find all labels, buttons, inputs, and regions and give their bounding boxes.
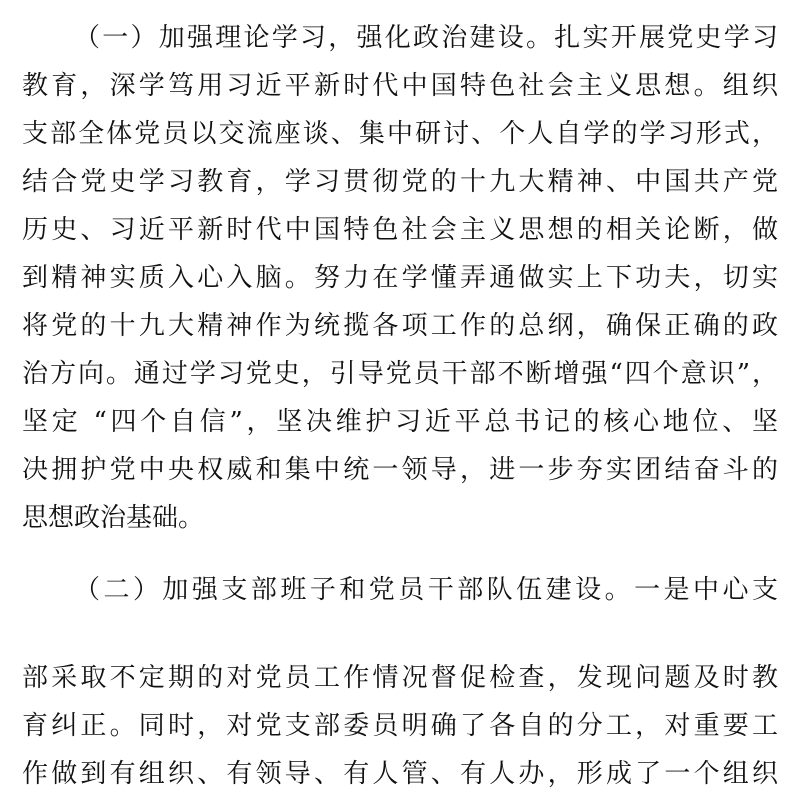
section-2-heading: （二）加强支部班子和党员干部队伍建设。一是中心支 bbox=[74, 575, 778, 605]
paragraph-line: 结合党史学习教育，学习贯彻党的十九大精神、中国共产党 bbox=[22, 167, 778, 197]
paragraph-line: 育纠正。同时，对党支部委员明确了各自的分工，对重要工 bbox=[22, 711, 778, 741]
paragraph-line: 作做到有组织、有领导、有人管、有人办，形成了一个组织 bbox=[22, 759, 778, 789]
paragraph-line: 部采取不定期的对党员工作情况督促检查，发现问题及时教 bbox=[22, 663, 778, 693]
paragraph-line: 坚定 “四个自信”，坚决维护习近平总书记的核心地位、坚 bbox=[22, 407, 778, 437]
paragraph-line: 到精神实质入心入脑。努力在学懂弄通做实上下功夫，切实 bbox=[22, 263, 778, 293]
paragraph-line: 支部全体党员以交流座谈、集中研讨、个人自学的学习形式， bbox=[22, 119, 778, 149]
paragraph-line: 决拥护党中央权威和集中统一领导，进一步夯实团结奋斗的 bbox=[22, 455, 778, 485]
paragraph-line: 思想政治基础。 bbox=[22, 503, 205, 533]
paragraph-line: 治方向。通过学习党史，引导党员干部不断增强“四个意识”， bbox=[22, 359, 778, 389]
section-1-heading: （一）加强理论学习，强化政治建设。扎实开展党史学习 bbox=[74, 23, 778, 53]
paragraph-line: 教育，深学笃用习近平新时代中国特色社会主义思想。组织 bbox=[22, 71, 778, 101]
paragraph-line: 将党的十九大精神作为统揽各项工作的总纲，确保正确的政 bbox=[22, 311, 778, 341]
paragraph-line: 历史、习近平新时代中国特色社会主义思想的相关论断，做 bbox=[22, 215, 778, 245]
